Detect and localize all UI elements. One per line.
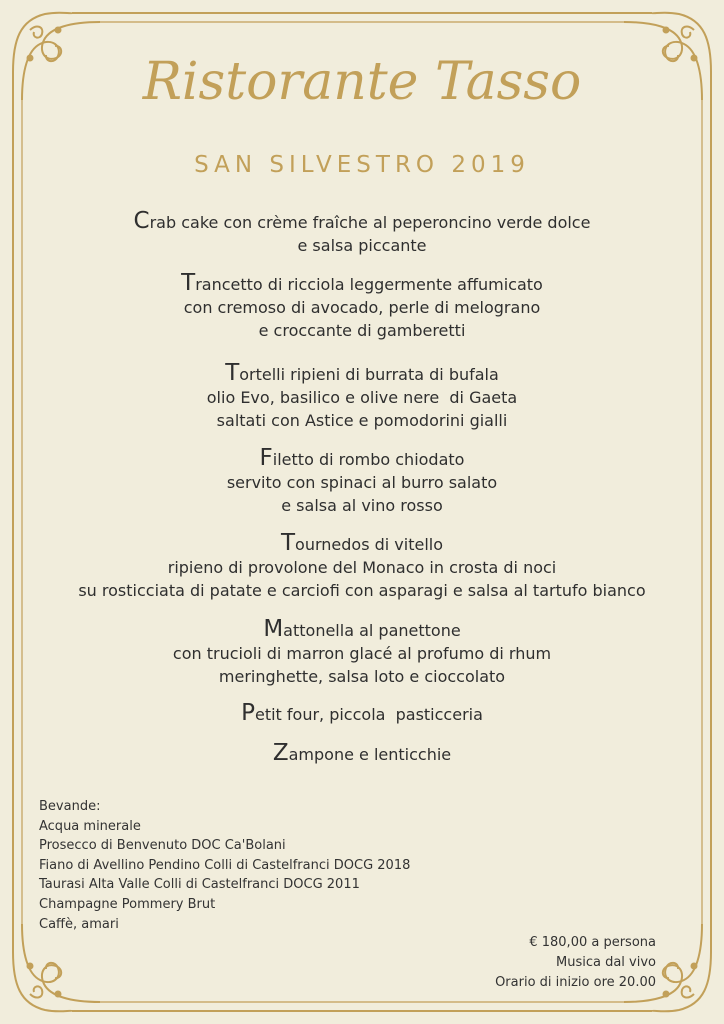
course-description-line: e salsa piccante <box>297 236 427 255</box>
drinks-list <box>39 797 410 934</box>
course-initial: F <box>259 445 273 471</box>
course-description-line: e croccante di gamberetti <box>258 321 466 340</box>
menu-course <box>0 742 724 766</box>
course-title-line <box>0 272 724 296</box>
course-description-line: servito con spinaci al burro salato <box>226 473 498 492</box>
drinks-heading: Bevande: <box>39 799 101 814</box>
drink-item: Fiano di Avellino Pendino Colli di Castelfranci DOCG 2018 <box>39 857 411 873</box>
menu-course <box>0 447 724 517</box>
course-title-text: etit four, piccola pasticceria <box>254 705 483 724</box>
menu-course <box>0 532 724 602</box>
course-title-text: rancetto di ricciola leggermente affumicato <box>195 275 543 294</box>
menu-course <box>0 362 724 432</box>
course-description-line: con trucioli di marron glacé al profumo di rhum <box>172 644 552 663</box>
menu-course <box>0 210 724 257</box>
course-description-line: saltati con Astice e pomodorini gialli <box>216 411 508 430</box>
music-text: Musica dal vivo <box>555 955 656 970</box>
course-title-line <box>0 742 724 766</box>
course-initial: Z <box>272 740 289 766</box>
course-description-line: e salsa al vino rosso <box>281 496 443 515</box>
drink-item: Taurasi Alta Valle Colli di Castelfranci DOCG 2011 <box>39 877 360 893</box>
course-initial: P <box>241 700 255 726</box>
price-text: € 180,00 a persona <box>529 935 656 950</box>
course-initial: T <box>280 530 296 556</box>
course-description-line: meringhette, salsa loto e cioccolato <box>218 667 506 686</box>
course-description-line: olio Evo, basilico e olive nere di Gaeta <box>206 388 518 407</box>
course-title-text: ournedos di vitello <box>295 535 444 554</box>
course-title-line <box>0 532 724 556</box>
menu-course <box>0 272 724 342</box>
course-title-text: iletto di rombo chiodato <box>272 450 465 469</box>
course-title-line <box>0 362 724 386</box>
course-title-line <box>0 618 724 642</box>
start-time-text: Orario di inizio ore 20.00 <box>495 975 656 990</box>
event-info <box>495 933 656 993</box>
drink-item: Caffè, amari <box>39 916 119 932</box>
course-initial: T <box>225 360 240 386</box>
course-title-line <box>0 447 724 471</box>
course-title-text: attonella al panettone <box>283 621 461 640</box>
course-title-line <box>0 210 724 234</box>
course-initial: M <box>263 616 284 642</box>
drink-item: Champagne Pommery Brut <box>39 896 216 912</box>
menu-course <box>0 702 724 726</box>
course-initial: T <box>181 270 196 296</box>
course-initial: C <box>133 208 150 234</box>
course-title-line <box>0 702 724 726</box>
course-title-text: ampone e lenticchie <box>288 745 452 764</box>
drink-item: Prosecco di Benvenuto DOC Ca'Bolani <box>39 838 286 854</box>
event-subtitle: SAN SILVESTRO 2019 <box>194 152 530 178</box>
menu-course <box>0 618 724 688</box>
course-description-line: con cremoso di avocado, perle di melograno <box>183 298 541 317</box>
course-title-text: ortelli ripieni di burrata di bufala <box>239 365 499 384</box>
course-description-line: su rosticciata di patate e carciofi con asparagi e salsa al tartufo bianco <box>78 581 646 600</box>
course-title-text: rab cake con crème fraîche al peperoncino verde dolce <box>149 213 591 232</box>
course-description-line: ripieno di provolone del Monaco in crosta di noci <box>167 558 557 577</box>
drink-item: Acqua minerale <box>39 818 141 834</box>
restaurant-title: Ristorante Tasso <box>142 52 582 112</box>
